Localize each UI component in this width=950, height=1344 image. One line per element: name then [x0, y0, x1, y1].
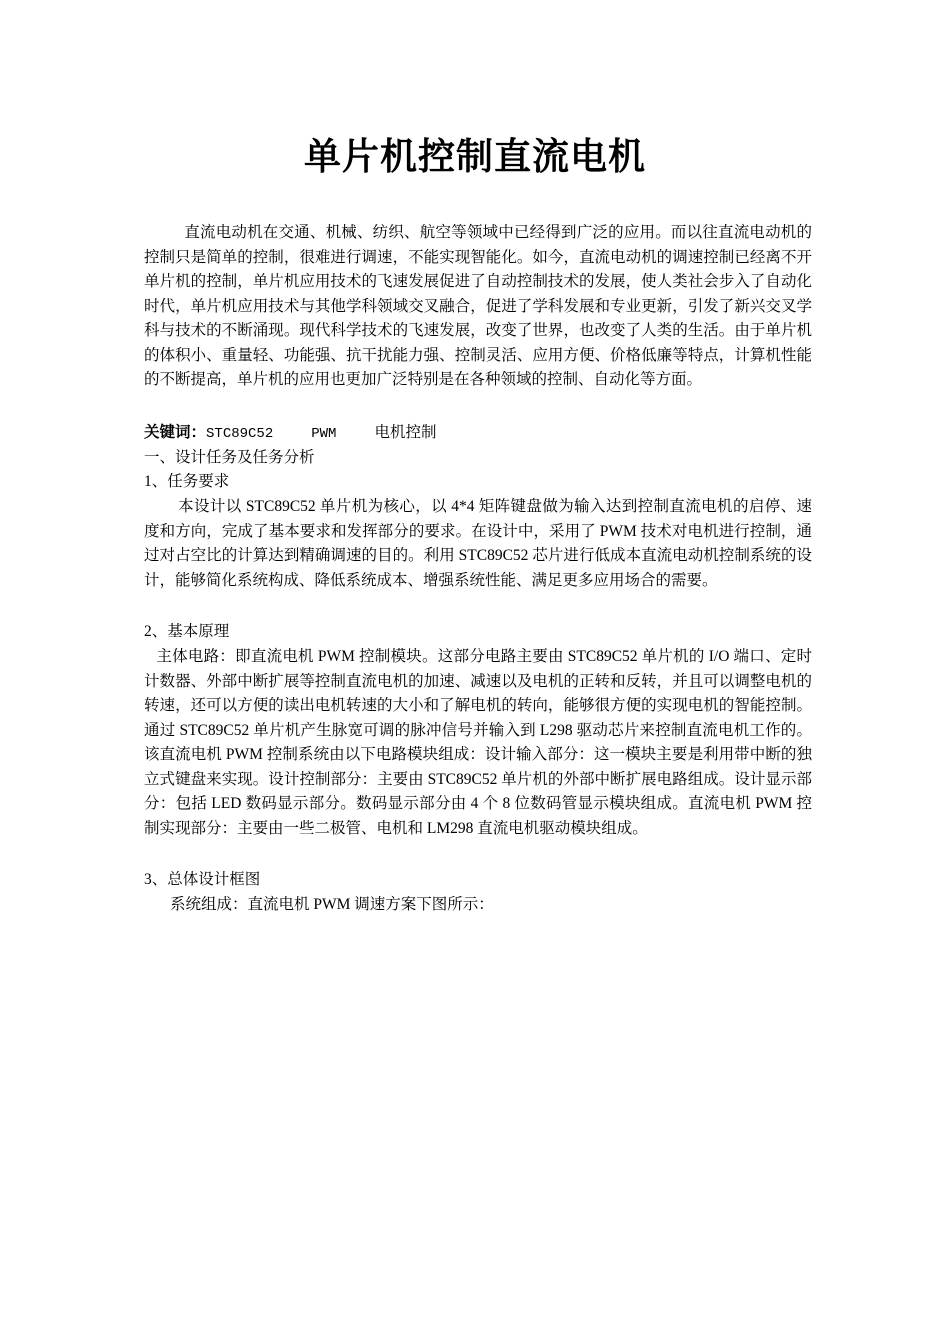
document-title: 单片机控制直流电机	[304, 135, 646, 178]
subsection-heading-principle: 2、基本原理	[144, 623, 230, 640]
intro-paragraph: 直流电动机在交通、机械、纺织、航空等领域中已经得到广泛的应用。而以往直流电动机的控制只是简单的控制，很难进行调速，不能实现智能化。如今，直流电动机的调速控制已经离不开单片机的控制，单片机应用技术的飞速发展促进了自动控制技术的发展，使人类社会步入了自动化时代，单片机应用技术与其他学科领域交叉融合，促进了学科发展和专业更新，引发了新兴交叉学科与技术的不断涌现。现代科学技术的飞速发展，改变了世界，也改变了人类的生活。由于单片机的体积小、重量轻、功能强、抗干扰能力强、控制灵活、应用方便、价格低廉等特点，计算机性能的不断提高，单片机的应用也更加广泛特别是在各种领域的控制、自动化等方面。	[144, 224, 812, 388]
keywords-label: 关键词：	[144, 424, 207, 441]
keyword-item: PWM	[311, 426, 337, 442]
subsection-heading-frame: 3、总体设计框图	[144, 871, 261, 888]
keywords-line	[144, 421, 812, 447]
task-paragraph: 本设计以 STC89C52 单片机为核心，以 4*4 矩阵键盘做为输入达到控制直流电机的启停、速度和方向，完成了基本要求和发挥部分的要求。在设计中，采用了 PWM 技术对电机进行控制，通过对占空比的计算达到精确调速的目的。利用 STC89C52 芯片进行低成本直流电动机控制系统的设计，能够简化系统构成、降低系统成本、增强系统性能、满足更多应用场合的需要。	[144, 498, 812, 589]
keyword-item: 电机控制	[374, 424, 437, 441]
subsection-heading-task: 1、任务要求	[144, 473, 230, 490]
section-heading: 一、设计任务及任务分析	[144, 449, 315, 466]
frame-paragraph: 系统组成：直流电机 PWM 调速方案下图所示：	[170, 896, 494, 913]
principle-paragraph: 主体电路：即直流电机 PWM 控制模块。这部分电路主要由 STC89C52 单片机的 I/O 端口、定时计数器、外部中断扩展等控制直流电机的加速、减速以及电机的正转和反转，并且可以调整电机的转速，还可以方便的读出电机转速的大小和了解电机的转向，能够很方便的实现电机的智能控制。通过 STC89C52 单片机产生脉宽可调的脉冲信号并输入到 L298 驱动芯片来控制直流电机工作的。该直流电机 PWM 控制系统由以下电路模块组成：设计输入部分：这一模块主要是利用带中断的独立式键盘来实现。设计控制部分：主要由 STC89C52 单片机的外部中断扩展电路组成。设计显示部分：包括 LED 数码显示部分。数码显示部分由 4 个 8 位数码管显示模块组成。直流电机 PWM 控制实现部分：主要由一些二极管、电机和 LM298 直流电机驱动模块组成。	[144, 648, 812, 837]
keyword-item: STC89C52	[206, 426, 274, 442]
